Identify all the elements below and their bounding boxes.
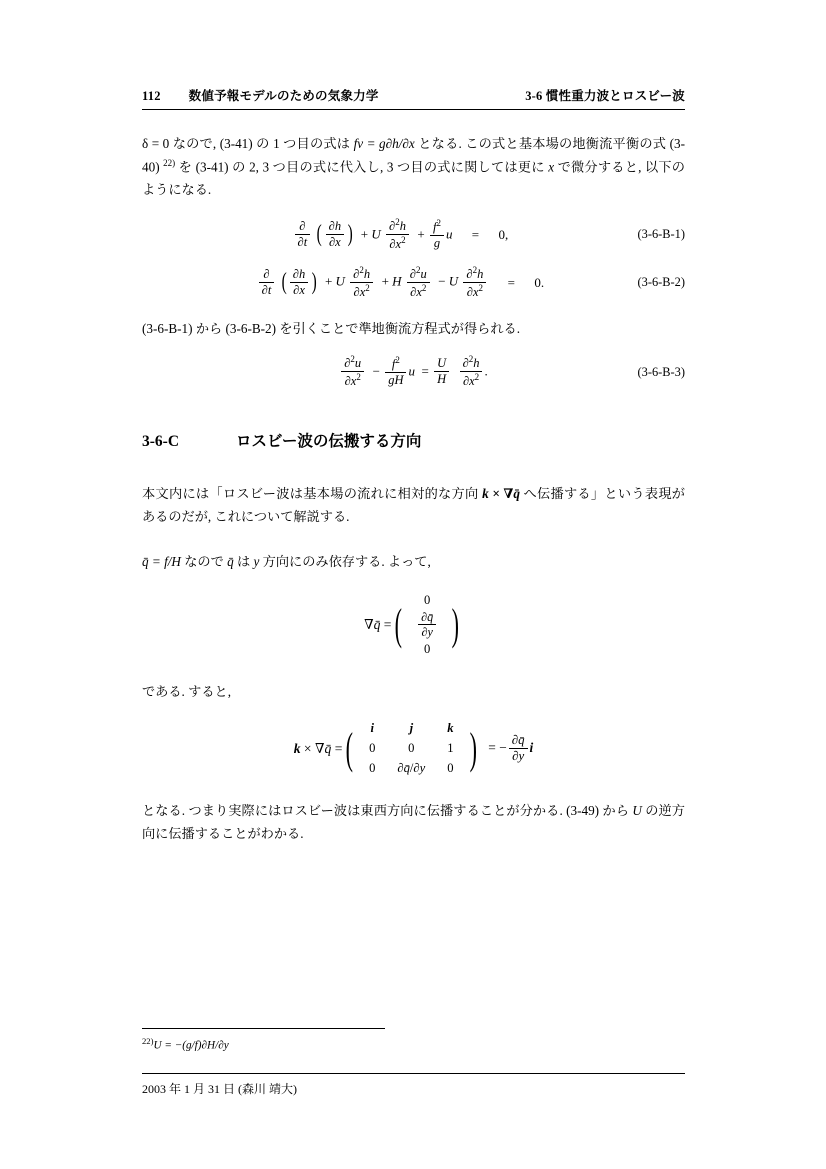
cross-result: = − $\frac{\partial q̄}{\partial y}$ i — [488, 732, 534, 763]
equation-3-6-B-3 — [142, 355, 685, 390]
gradq-row-1: $\frac{\partial q̄}{\partial y}$ — [407, 609, 447, 641]
equation-b3-tag: (3-6-B-3) — [637, 364, 685, 379]
para-6-text-a: となる. つまり実際にはロスビー波は東西方向に伝播することが分かる. (3-49) から — [142, 803, 633, 819]
left-paren: ( — [346, 723, 354, 773]
para-4-math-a: q̄ = f/H — [142, 553, 181, 569]
cross-expression — [294, 719, 534, 778]
right-paren: ) — [451, 599, 460, 649]
para-1-text-b: となる. この式と基本場の地衡流平衡の式 (3-40) — [142, 136, 685, 175]
equation-block-b3 — [142, 355, 685, 390]
equation-b1-tag: (3-6-B-1) — [637, 227, 685, 242]
matrix-cell-1-1: 0 — [408, 741, 415, 755]
matrix-cell-2-0: 0 — [369, 760, 376, 775]
paragraph-intro — [142, 133, 685, 202]
matrix-cell-0-2: k — [447, 721, 454, 736]
para-3-text-b: へ伝播する」という表現があるのだが, これについて解説する. — [142, 486, 685, 525]
page-footer — [142, 1073, 685, 1097]
equation-b3-expression: $\frac{\partial^2u}{\partial x^2}$ − $\frac{f^2}{gH}$ u = $\frac{U}{H}$ $\frac{\partial^2h}{\partial x^2}$ . — [339, 355, 487, 390]
equation-3-6-B-2 — [142, 265, 685, 300]
equation-b2-rhs: 0. — [534, 274, 545, 290]
para-4-text-b: は — [233, 553, 254, 569]
paragraph-dearu: である. すると, — [142, 683, 232, 699]
matrix-row — [358, 719, 464, 739]
equation-b1-equals: = — [471, 226, 480, 242]
gradq-row-0: 0 — [424, 592, 431, 607]
section-number: 3-6-C — [142, 433, 180, 451]
equation-block-b1-b2 — [142, 218, 685, 301]
equation-gradient-qbar — [142, 592, 685, 659]
right-paren: ) — [469, 723, 477, 773]
footnote-text: U = −(g/f)∂H/∂y — [153, 1039, 229, 1052]
paragraph-qbar — [142, 551, 685, 574]
gradq-row-2: 0 — [424, 641, 431, 656]
running-head — [142, 86, 685, 110]
para-1-math-a: fv = g∂h/∂x — [353, 136, 415, 151]
para-1-text-a: δ = 0 なので, (3-41) の 1 つ目の式は — [142, 136, 354, 151]
equation-b2-equals: = — [507, 274, 515, 290]
para-1-text-c: を (3-41) の 2, 3 つ目の式に代入し, 3 つ目の式に関しては更に — [175, 159, 549, 175]
para-4-math-b: q̄ — [227, 553, 234, 569]
gradq-column-vector — [407, 592, 447, 659]
equation-cross-product — [142, 719, 685, 778]
paragraph-subtract: (3-6-B-1) から (3-6-B-2) を引くことで準地衡流方程式が得られる. — [142, 321, 521, 336]
determinant-matrix — [358, 719, 464, 778]
paragraph-rossby-intro — [142, 483, 685, 528]
para-4-math-c: y — [253, 553, 260, 569]
para-4-text-c: 方向にのみ依存する. よって, — [259, 553, 431, 569]
matrix-cell-0-1: j — [409, 721, 414, 736]
section-heading-3-6-C — [142, 429, 685, 451]
footnote-22 — [142, 1036, 685, 1052]
para-1-text-d: で微分すると, 以下のようになる. — [142, 159, 685, 197]
matrix-row — [358, 759, 464, 779]
para-3-text-a: 本文内には「ロスビー波は基本場の流れに相対的な方向 — [142, 486, 483, 502]
section-heading-text: ロスビー波の伝搬する方向 — [236, 433, 422, 451]
matrix-cell-0-0: i — [370, 721, 374, 736]
matrix-cell-1-0: 0 — [369, 741, 376, 755]
paragraph-conclusion — [142, 800, 685, 845]
matrix-row — [358, 739, 464, 759]
cross-label: k × ∇q̄ = — [293, 740, 343, 756]
footnote-marker: 22) — [142, 1036, 154, 1046]
equation-gradq-row — [142, 592, 685, 659]
footer-rule — [142, 1073, 685, 1074]
gradq-label: ∇q̄ = — [364, 617, 392, 633]
footnote-rule — [142, 1028, 385, 1029]
equation-b2-tag: (3-6-B-2) — [637, 275, 685, 290]
para-6-math: U — [632, 803, 642, 819]
gradq-expression — [364, 592, 463, 659]
footnote-area — [142, 1028, 685, 1052]
equation-b1-rhs: 0, — [498, 226, 509, 242]
equation-3-6-B-1 — [142, 218, 685, 253]
equation-cross-row — [142, 719, 685, 778]
page-number: 112 — [142, 89, 161, 103]
para-1-math-b: x — [548, 159, 555, 175]
equation-b2-lhs: $\frac{\partial}{\partial t}$ ( $\frac{\partial h}{\partial x}$ ) + U $\frac{\partial^2h}{\partial x^2}$ + H $\frac{\partial^2u}{\partial x^2}$ − U $\frac{\partial^2h}{\partial x^2}$ — [257, 265, 489, 300]
para-4-text-a: なので — [180, 553, 228, 569]
para-6-text-b: の逆方向に伝播することがわかる. — [142, 803, 685, 842]
footer-date-author: 2003 年 1 月 31 日 (森川 靖大) — [142, 1082, 297, 1096]
equation-b1-lhs: $\frac{\partial}{\partial t}$ ( $\frac{\partial h}{\partial x}$ ) + U $\frac{\partial^2h}{\partial x^2}$ + $\frac{f^2}{g}$ u — [293, 218, 453, 253]
section-title: 3-6 慣性重力波とロスビー波 — [525, 89, 685, 103]
matrix-cell-1-2: 1 — [447, 741, 454, 755]
matrix-cell-2-2: 0 — [447, 760, 454, 775]
footnote-ref[interactable]: 22) — [163, 157, 176, 168]
matrix-cell-2-1: ∂q̄/∂y — [397, 760, 426, 775]
left-paren: ( — [395, 599, 403, 649]
book-title: 数値予報モデルのための気象力学 — [188, 89, 379, 103]
para-3-math: k × ∇q̄ — [482, 486, 520, 502]
page-content — [142, 86, 685, 846]
